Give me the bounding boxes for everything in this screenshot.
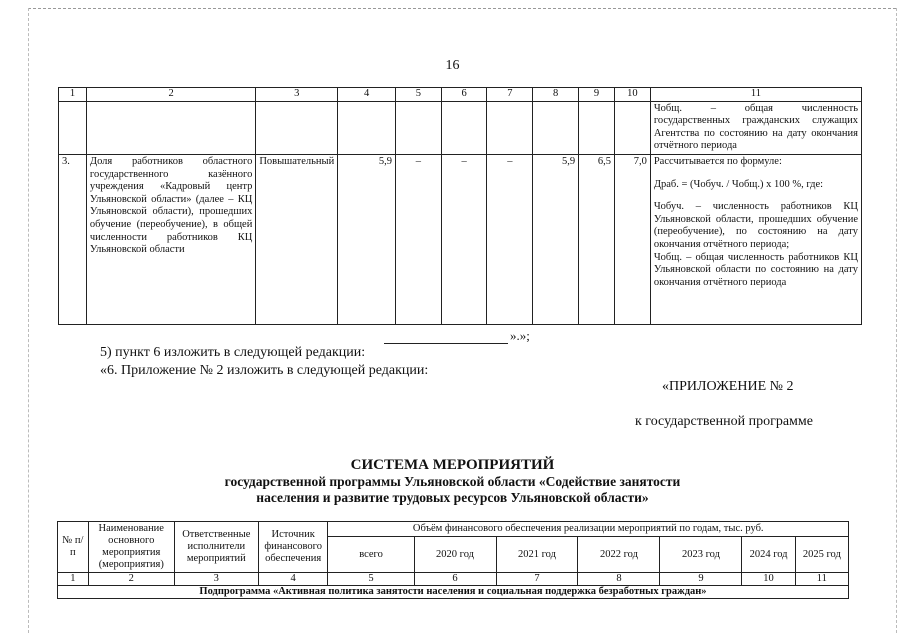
method-formula: Драб. = (Чобуч. / Чобщ.) х 100 %, где: [653,178,824,190]
column-number: 1 [58,573,89,586]
value-cell: 6,5 [579,154,615,324]
table-header-row [59,88,862,102]
column-numbers-row [58,573,849,586]
document-subtitle: государственной программы Ульяновской области «Содействие занятости [224,474,681,489]
column-number: 11 [795,573,848,586]
column-number: 7 [496,573,578,586]
header-year: 2022 год [578,537,660,573]
column-number: 2 [88,573,174,586]
header-year: 2024 год [742,537,795,573]
value-cell: 5,9 [533,154,579,324]
value-cell: – [441,154,487,324]
column-number: 5 [328,573,414,586]
header-activity-name: Наименование основного мероприятия (мероприятия) [88,522,174,573]
header-year: 2025 год [795,537,848,573]
header-year: 2021 год [496,537,578,573]
value-cell: – [487,154,533,324]
document-title: СИСТЕМА МЕРОПРИЯТИЙ [350,457,555,473]
column-number: 6 [441,88,487,102]
table-row [59,154,862,324]
column-number: 3 [256,88,338,102]
indicators-table [58,87,862,325]
column-number: 10 [742,573,795,586]
column-number: 4 [258,573,328,586]
page-number: 16 [445,58,460,73]
activities-table [57,521,849,599]
header-funding-source: Источник финансового обеспечения [258,522,328,573]
table-row-continuation [59,101,862,154]
value-cell: 7,0 [614,154,650,324]
continuation-text: Чобщ. – общая численность государственных гражданских служащих Агентства по состоянию на дату окончания отчётного периода [650,101,861,154]
column-number: 5 [395,88,441,102]
method-definition: Чобщ. – общая численность работников КЦ Ульяновской области по состоянию на дату окончания отчётного периода [653,251,858,288]
value-cell: – [395,154,441,324]
table-header-row [58,522,849,537]
paragraph-6: «6. Приложение № 2 изложить в следующей редакции: [100,363,429,378]
header-executors: Ответственные исполнители мероприятий [174,522,258,573]
column-number: 8 [578,573,660,586]
scan-border-right [896,8,897,633]
header-number: № п/п [58,522,89,573]
header-year: всего [328,537,414,573]
closing-mark: ».»; [384,328,530,344]
column-number: 11 [650,88,861,102]
scan-border-left [28,8,29,633]
value-cell: 5,9 [338,154,396,324]
signature-line [384,343,508,344]
column-number: 8 [533,88,579,102]
column-number: 10 [614,88,650,102]
paragraph-5: 5) пункт 6 изложить в следующей редакции: [100,345,366,360]
column-number: 6 [414,573,496,586]
appendix-label: «ПРИЛОЖЕНИЕ № 2 [662,379,794,394]
appendix-reference: к государственной программе [635,414,813,429]
column-number: 4 [338,88,396,102]
column-number: 9 [660,573,742,586]
indicator-name: Доля работников областного государственного казённого учреждения «Кадровый центр Ульяновской области» (далее – КЦ Ульяновской области), прошедших обучение (переобучение), в общей численности работников КЦ Ульяновской области [86,154,255,324]
header-funding-volume: Объём финансового обеспечения реализации мероприятий по годам, тыс. руб. [328,522,849,537]
header-year: 2023 год [660,537,742,573]
subprogram-row [58,586,849,599]
row-number: 3. [59,154,87,324]
column-number: 2 [86,88,255,102]
header-year: 2020 год [414,537,496,573]
calculation-method [650,154,861,324]
column-number: 9 [579,88,615,102]
column-number: 1 [59,88,87,102]
subprogram-title: Подпрограмма «Активная политика занятости населения и социальная поддержка безработных граждан» [58,586,849,599]
column-number: 3 [174,573,258,586]
method-intro: Рассчитывается по формуле: [653,155,782,167]
scan-border-top [28,8,896,9]
column-number: 7 [487,88,533,102]
document-subtitle: населения и развитие трудовых ресурсов Ульяновской области» [256,490,649,505]
method-definition: Чобуч. – численность работников КЦ Ульяновской области, прошедших обучение (переобучение), по состоянию на дату окончания отчётного периода; [653,201,858,250]
indicator-direction: Повышательный [256,154,338,324]
